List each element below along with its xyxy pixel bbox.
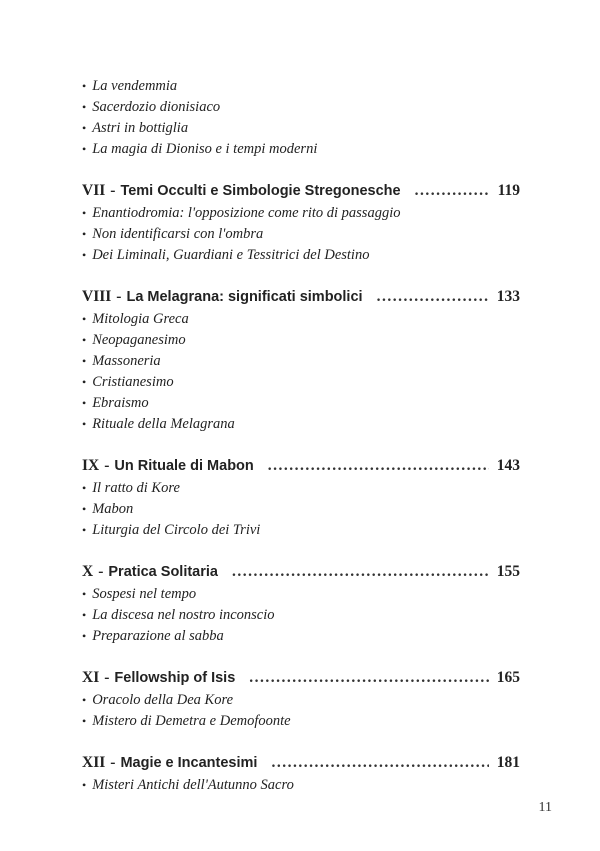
chapter-separator: - bbox=[116, 288, 122, 305]
list-item: • Mistero di Demetra e Demofoonte bbox=[82, 711, 520, 732]
list-item: • Sospesi nel tempo bbox=[82, 584, 520, 605]
chapter-viii bbox=[82, 286, 520, 435]
chapter-heading bbox=[82, 667, 520, 689]
chapter-title: Magie e Incantesimi bbox=[120, 755, 258, 771]
chapter-separator: - bbox=[98, 563, 104, 580]
bullet: • bbox=[82, 121, 87, 135]
dot-leader bbox=[377, 286, 489, 308]
chapter-page: 133 bbox=[496, 288, 520, 305]
bullet: • bbox=[82, 502, 87, 516]
bullet: • bbox=[82, 714, 87, 728]
intro-section bbox=[82, 76, 520, 160]
chapter-heading bbox=[82, 455, 520, 477]
bullet: • bbox=[82, 629, 87, 643]
bullet: • bbox=[82, 227, 87, 241]
chapter-heading bbox=[82, 180, 520, 202]
chapter-title: Fellowship of Isis bbox=[114, 670, 236, 686]
bullet: • bbox=[82, 312, 87, 326]
bullet: • bbox=[82, 417, 87, 431]
chapter-xii bbox=[82, 752, 520, 796]
list-item: • Il ratto di Kore bbox=[82, 478, 520, 499]
list-item: • Astri in bottiglia bbox=[82, 118, 520, 139]
chapter-page: 165 bbox=[496, 669, 520, 686]
list-item: • Mitologia Greca bbox=[82, 309, 520, 330]
bullet: • bbox=[82, 248, 87, 262]
chapter-page: 155 bbox=[496, 563, 520, 580]
chapter-number: XII bbox=[82, 754, 106, 771]
bullet: • bbox=[82, 693, 87, 707]
list-item: • Liturgia del Circolo dei Trivi bbox=[82, 520, 520, 541]
chapter-separator: - bbox=[104, 669, 110, 686]
chapter-title: Pratica Solitaria bbox=[108, 564, 218, 580]
chapter-separator: - bbox=[110, 754, 116, 771]
list-item: • Neopaganesimo bbox=[82, 330, 520, 351]
dot-leader bbox=[415, 180, 490, 202]
list-item: • Cristianesimo bbox=[82, 372, 520, 393]
chapter-page: 143 bbox=[496, 457, 520, 474]
chapter-number: VIII bbox=[82, 288, 112, 305]
list-item: • Preparazione al sabba bbox=[82, 626, 520, 647]
list-item: • Ebraismo bbox=[82, 393, 520, 414]
bullet: • bbox=[82, 100, 87, 114]
list-item: • Sacerdozio dionisiaco bbox=[82, 97, 520, 118]
chapter-xi bbox=[82, 667, 520, 732]
list-item: • Oracolo della Dea Kore bbox=[82, 690, 520, 711]
chapter-page: 119 bbox=[497, 182, 520, 199]
list-item: • Non identificarsi con l'ombra bbox=[82, 224, 520, 245]
chapter-number: X bbox=[82, 563, 94, 580]
bullet: • bbox=[82, 79, 87, 93]
list-item: • Enantiodromia: l'opposizione come rito di passaggio bbox=[82, 203, 520, 224]
bullet: • bbox=[82, 333, 87, 347]
list-item: • La discesa nel nostro inconscio bbox=[82, 605, 520, 626]
bullet: • bbox=[82, 481, 87, 495]
bullet: • bbox=[82, 375, 87, 389]
chapter-number: XI bbox=[82, 669, 100, 686]
chapter-ix bbox=[82, 455, 520, 541]
list-item: • Massoneria bbox=[82, 351, 520, 372]
chapter-heading bbox=[82, 561, 520, 583]
chapter-title: Un Rituale di Mabon bbox=[114, 458, 254, 474]
page-number: 11 bbox=[538, 800, 552, 815]
bullet: • bbox=[82, 587, 87, 601]
bullet: • bbox=[82, 523, 87, 537]
list-item: • Rituale della Melagrana bbox=[82, 414, 520, 435]
chapter-heading bbox=[82, 286, 520, 308]
list-item: • Mabon bbox=[82, 499, 520, 520]
list-item: • Dei Liminali, Guardiani e Tessitrici del Destino bbox=[82, 245, 520, 266]
list-item: • Misteri Antichi dell'Autunno Sacro bbox=[82, 775, 520, 796]
chapter-number: VII bbox=[82, 182, 106, 199]
chapter-x bbox=[82, 561, 520, 647]
bullet: • bbox=[82, 142, 87, 156]
dot-leader bbox=[268, 455, 489, 477]
bullet: • bbox=[82, 396, 87, 410]
table-of-contents bbox=[82, 76, 520, 796]
dot-leader bbox=[249, 667, 488, 689]
list-item: • La vendemmia bbox=[82, 76, 520, 97]
chapter-separator: - bbox=[110, 182, 116, 199]
chapter-page: 181 bbox=[496, 754, 520, 771]
bullet: • bbox=[82, 206, 87, 220]
list-item: • La magia di Dioniso e i tempi moderni bbox=[82, 139, 520, 160]
chapter-heading bbox=[82, 752, 520, 774]
bullet: • bbox=[82, 778, 87, 792]
chapter-separator: - bbox=[104, 457, 110, 474]
bullet: • bbox=[82, 354, 87, 368]
chapter-title: La Melagrana: significati simbolici bbox=[126, 289, 363, 305]
dot-leader bbox=[271, 752, 488, 774]
chapter-title: Temi Occulti e Simbologie Stregonesche bbox=[120, 183, 401, 199]
dot-leader bbox=[232, 561, 489, 583]
chapter-vii bbox=[82, 180, 520, 266]
chapter-number: IX bbox=[82, 457, 100, 474]
bullet: • bbox=[82, 608, 87, 622]
